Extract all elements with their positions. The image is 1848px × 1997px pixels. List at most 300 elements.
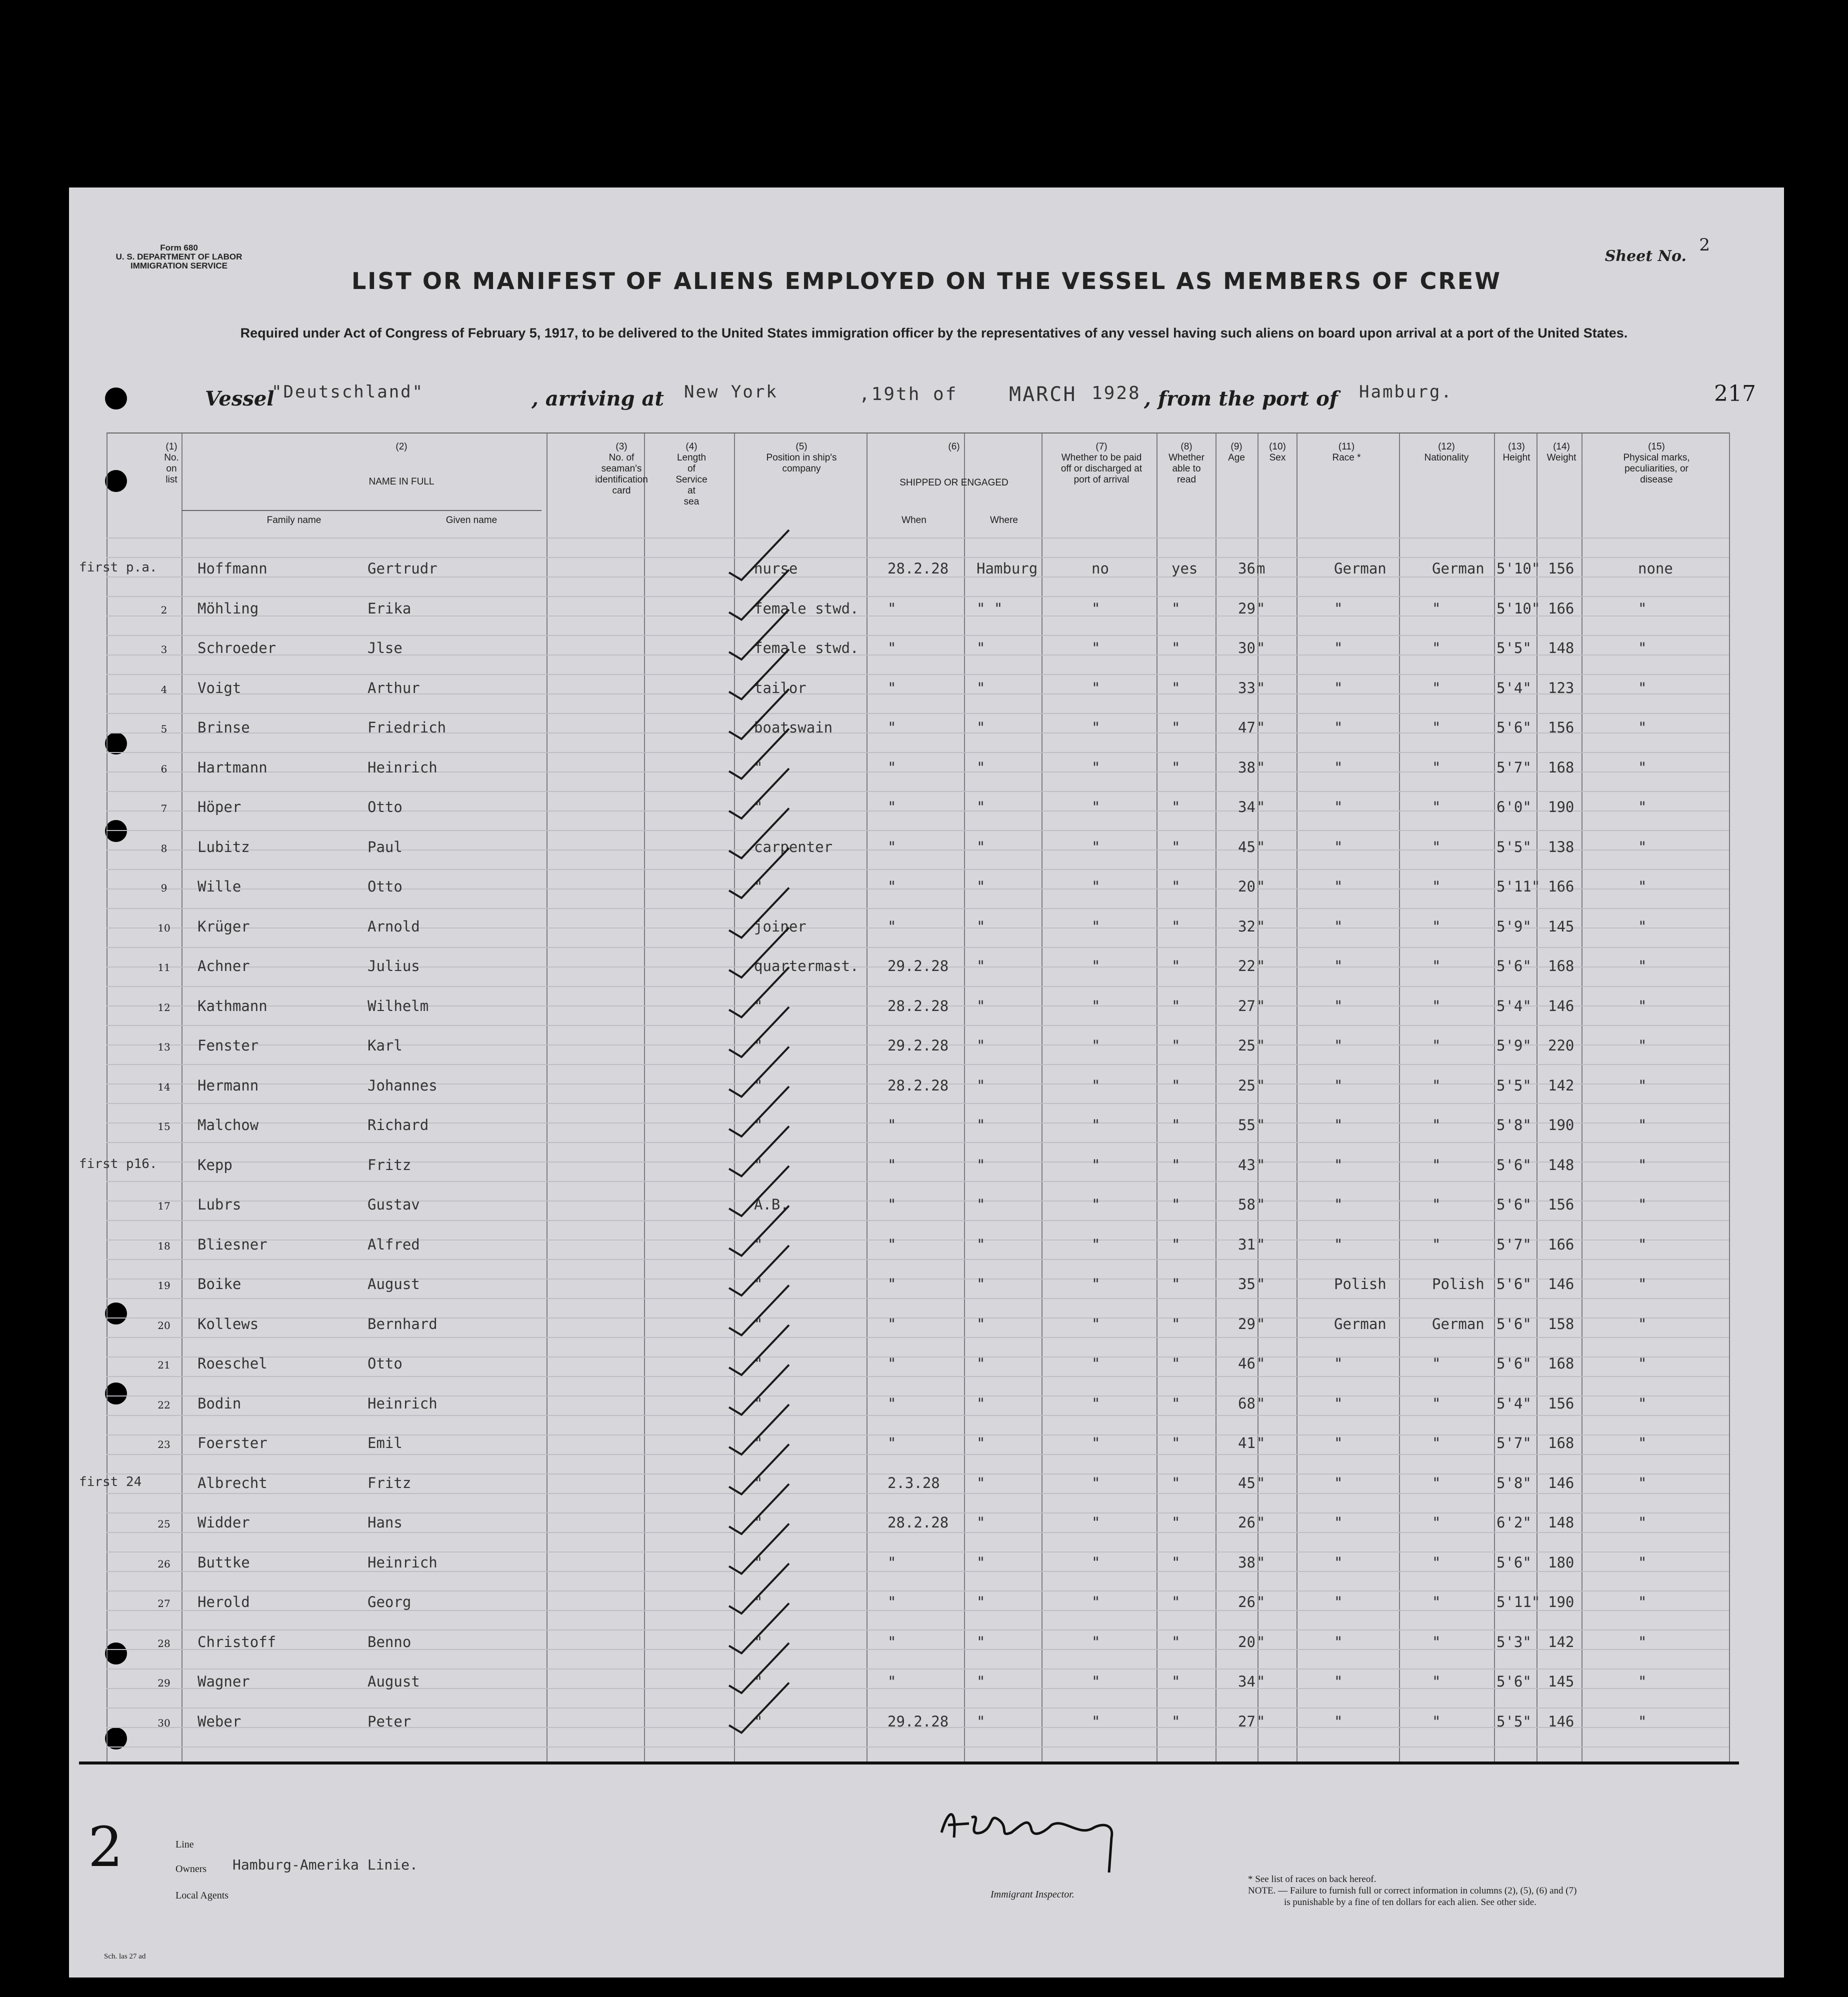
cell-race: " — [1334, 1514, 1343, 1531]
cell-where: " — [976, 1276, 986, 1292]
cell-age: 35 — [1238, 1276, 1256, 1292]
cell-weight: 146 — [1548, 1712, 1574, 1730]
cell-race: German — [1334, 560, 1386, 577]
cell-family: Möhling — [198, 600, 259, 617]
cell-position: A.B. — [754, 1196, 789, 1213]
cell-where: " — [976, 1673, 986, 1690]
cell-age: 27 — [1238, 997, 1256, 1014]
cell-sex: " — [1256, 1712, 1266, 1730]
cell-marks: " — [1638, 1474, 1647, 1492]
cell-given: Peter — [368, 1712, 412, 1730]
cell-height: 5'6" — [1496, 1315, 1532, 1332]
cell-height: 6'2" — [1496, 1514, 1532, 1531]
cell-sex: " — [1256, 1474, 1266, 1492]
cell-race: " — [1334, 1633, 1343, 1650]
cell-when: 29.2.28 — [888, 1712, 949, 1730]
cell-marks: " — [1638, 1712, 1647, 1730]
col-header-paid-off: (7) Whether to be paid off or discharged at port of arrival — [1060, 442, 1142, 485]
cell-paid: " — [1092, 1594, 1100, 1610]
cell-age: 26 — [1238, 1514, 1256, 1531]
cell-height: 5'9" — [1496, 1037, 1532, 1054]
cell-where: " — [976, 1594, 986, 1610]
cell-weight: 168 — [1548, 758, 1574, 776]
cell-weight: 146 — [1548, 1276, 1574, 1292]
cell-nat: German — [1432, 560, 1484, 577]
cell-weight: 180 — [1548, 1554, 1574, 1571]
cell-when: " — [888, 600, 896, 617]
cell-family: Herold — [198, 1594, 250, 1610]
cell-position: " — [754, 1236, 763, 1253]
cell-when: " — [888, 1594, 896, 1610]
cell-weight: 142 — [1548, 1076, 1574, 1094]
cell-sex: " — [1256, 918, 1266, 935]
col-header-read: (8) Whether able to read — [1168, 442, 1204, 485]
cell-race: " — [1334, 1116, 1343, 1134]
cell-sex: " — [1256, 1315, 1266, 1332]
cell-nat: " — [1432, 1673, 1441, 1690]
cell-weight: 148 — [1548, 1514, 1574, 1531]
cell-paid: " — [1092, 958, 1100, 974]
cell-marks: " — [1638, 997, 1647, 1014]
cell-read: " — [1172, 1236, 1180, 1253]
cell-when: " — [888, 1236, 896, 1253]
cell-family: Achner — [198, 958, 250, 974]
cell-where: " — [976, 1633, 986, 1650]
cell-given: Bernhard — [368, 1315, 438, 1332]
cell-race: " — [1334, 838, 1343, 856]
cell-position: " — [754, 1554, 763, 1571]
cell-age: 22 — [1238, 958, 1256, 974]
cell-nat: " — [1432, 838, 1441, 856]
cell-nat: " — [1432, 997, 1441, 1014]
cell-weight: 145 — [1548, 1673, 1574, 1690]
cell-when: 28.2.28 — [888, 1514, 949, 1531]
cell-where: " — [976, 1514, 986, 1531]
cell-paid: " — [1092, 1276, 1100, 1292]
cell-where: " — [976, 798, 986, 816]
cell-when: " — [888, 1633, 896, 1650]
cell-age: 45 — [1238, 1474, 1256, 1492]
cell-given: Heinrich — [368, 1394, 438, 1412]
cell-read: " — [1172, 1037, 1180, 1054]
cell-nat: " — [1432, 1116, 1441, 1134]
cell-height: 5'6" — [1496, 719, 1532, 736]
cell-where: " — [976, 1076, 986, 1094]
cell-weight: 220 — [1548, 1037, 1574, 1054]
cell-paid: " — [1092, 1315, 1100, 1332]
col-header-position: (5) Position in ship's company — [766, 442, 837, 474]
cell-height: 5'6" — [1496, 1673, 1532, 1690]
cell-paid: " — [1092, 1236, 1100, 1253]
cell-age: 38 — [1238, 1554, 1256, 1571]
cell-marks: " — [1638, 1037, 1647, 1054]
cell-when: 2.3.28 — [888, 1474, 940, 1492]
cell-weight: 190 — [1548, 798, 1574, 816]
cell-paid: " — [1092, 600, 1100, 617]
cell-race: " — [1334, 1156, 1343, 1174]
cell-race: " — [1334, 1236, 1343, 1253]
cell-marks: " — [1638, 1673, 1647, 1690]
cell-sex: " — [1256, 1355, 1266, 1372]
cell-no: 3 — [160, 644, 168, 656]
cell-when: " — [888, 719, 896, 736]
cell-age: 27 — [1238, 1712, 1256, 1730]
cell-given: Hans — [368, 1514, 402, 1531]
cell-height: 5'4" — [1496, 679, 1532, 696]
cell-where: " — [976, 719, 986, 736]
cell-weight: 168 — [1548, 1355, 1574, 1372]
cell-weight: 138 — [1548, 838, 1574, 856]
col-header-service: (4) Length of Service at sea — [676, 442, 708, 507]
col-header-age: (9) Age — [1228, 442, 1245, 463]
col-header-race: (11) Race * — [1332, 442, 1361, 463]
cell-height: 5'6" — [1496, 1196, 1532, 1213]
cell-weight: 156 — [1548, 1394, 1574, 1412]
cell-where: Hamburg — [976, 560, 1038, 577]
cell-age: 31 — [1238, 1236, 1256, 1253]
cell-read: " — [1172, 758, 1180, 776]
cell-where: " — [976, 679, 986, 696]
cell-nat: " — [1432, 918, 1441, 935]
cell-when: " — [888, 1355, 896, 1372]
cell-paid: " — [1092, 997, 1100, 1014]
cell-position: " — [754, 1594, 763, 1610]
cell-paid: " — [1092, 1196, 1100, 1213]
cell-family: Lubitz — [198, 838, 250, 856]
cell-nat: " — [1432, 640, 1441, 656]
cell-age: 34 — [1238, 1673, 1256, 1690]
cell-read: " — [1172, 1673, 1180, 1690]
cell-position: " — [754, 1514, 763, 1531]
cell-given: Paul — [368, 838, 402, 856]
cell-race: " — [1334, 878, 1343, 895]
cell-paid: " — [1092, 1514, 1100, 1531]
cell-paid: " — [1092, 1037, 1100, 1054]
cell-age: 41 — [1238, 1434, 1256, 1452]
cell-family: Albrecht — [198, 1474, 268, 1492]
cell-weight: 146 — [1548, 997, 1574, 1014]
cell-nat: " — [1432, 1633, 1441, 1650]
cell-age: 29 — [1238, 1315, 1256, 1332]
cell-height: 5'10" — [1496, 600, 1540, 617]
cell-nat: " — [1432, 1514, 1441, 1531]
cell-when: " — [888, 1196, 896, 1213]
cell-nat: " — [1432, 1434, 1441, 1452]
cell-sex: " — [1256, 878, 1266, 895]
cell-nat: " — [1432, 1236, 1441, 1253]
cell-where: " — [976, 1196, 986, 1213]
cell-given: Jlse — [368, 640, 402, 656]
cell-height: 5'4" — [1496, 1394, 1532, 1412]
cell-position: nurse — [754, 560, 798, 577]
cell-sex: " — [1256, 1236, 1266, 1253]
cell-where: " — [976, 918, 986, 935]
cell-when: 28.2.28 — [888, 560, 949, 577]
cell-nat: " — [1432, 1554, 1441, 1571]
cell-height: 5'6" — [1496, 1276, 1532, 1292]
cell-family: Hermann — [198, 1076, 259, 1094]
cell-read: " — [1172, 838, 1180, 856]
cell-position: " — [754, 1116, 763, 1134]
cell-nat: " — [1432, 600, 1441, 617]
cell-given: Heinrich — [368, 1554, 438, 1571]
cell-height: 5'6" — [1496, 1355, 1532, 1372]
cell-read: " — [1172, 1554, 1180, 1571]
cell-nat: " — [1432, 758, 1441, 776]
arriving-port: New York — [684, 382, 778, 402]
cell-paid: " — [1092, 1712, 1100, 1730]
col-header-weight: (14) Weight — [1546, 442, 1576, 463]
footnote-fine: is punishable by a fine of ten dollars for each alien. See other side. — [1284, 1897, 1536, 1908]
cell-height: 5'3" — [1496, 1633, 1532, 1650]
cell-read: " — [1172, 1276, 1180, 1292]
cell-marks: " — [1638, 1355, 1647, 1372]
cell-paid: " — [1092, 1673, 1100, 1690]
cell-weight: 166 — [1548, 878, 1574, 895]
cell-position: " — [754, 1394, 763, 1412]
cell-position: boatswain — [754, 719, 833, 736]
cell-marks: " — [1638, 1514, 1647, 1531]
cell-marks: " — [1638, 758, 1647, 776]
from-label: , from the port of — [1144, 387, 1338, 410]
cell-race: " — [1334, 719, 1343, 736]
cell-age: 55 — [1238, 1116, 1256, 1134]
cell-when: 28.2.28 — [888, 1076, 949, 1094]
cell-family: Brinse — [198, 719, 250, 736]
inspector-label: Immigrant Inspector. — [990, 1889, 1074, 1900]
cell-family: Malchow — [198, 1116, 259, 1134]
cell-nat: " — [1432, 1156, 1441, 1174]
cell-paid: " — [1092, 640, 1100, 656]
cell-when: " — [888, 1434, 896, 1452]
cell-marks: " — [1638, 1196, 1647, 1213]
col-header-name-num: (2) — [396, 442, 408, 452]
cell-given: Otto — [368, 1355, 402, 1372]
cell-sex: " — [1256, 958, 1266, 974]
cell-no: 9 — [160, 882, 168, 894]
vessel-label: Vessel — [205, 387, 274, 410]
cell-family: Widder — [198, 1514, 250, 1531]
cell-position: joiner — [754, 918, 806, 935]
cell-weight: 123 — [1548, 679, 1574, 696]
cell-marks: " — [1638, 958, 1647, 974]
cell-race: " — [1334, 600, 1343, 617]
cell-race: " — [1334, 1673, 1343, 1690]
cell-paid: " — [1092, 1633, 1100, 1650]
cell-no: first 24 — [79, 1474, 142, 1490]
cell-given: Gertrudr — [368, 560, 438, 577]
cell-family: Weber — [198, 1712, 242, 1730]
cell-no: 23 — [158, 1438, 170, 1450]
cell-weight: 190 — [1548, 1116, 1574, 1134]
cell-family: Schroeder — [198, 640, 276, 656]
cell-no: 22 — [158, 1398, 170, 1411]
col-header-family: Family name — [266, 515, 322, 526]
cell-nat: " — [1432, 878, 1441, 895]
cell-marks: " — [1638, 1315, 1647, 1332]
cell-given: Julius — [368, 958, 420, 974]
cell-no: 19 — [158, 1280, 170, 1292]
cell-family: Krüger — [198, 918, 250, 935]
cell-nat: " — [1432, 1474, 1441, 1492]
cell-age: 36 — [1238, 560, 1256, 577]
cell-family: Fenster — [198, 1037, 259, 1054]
cell-age: 46 — [1238, 1355, 1256, 1372]
cell-no: 27 — [158, 1598, 170, 1610]
cell-nat: " — [1432, 719, 1441, 736]
cell-marks: " — [1638, 1633, 1647, 1650]
cell-nat: " — [1432, 679, 1441, 696]
cell-height: 6'0" — [1496, 798, 1532, 816]
cell-given: Alfred — [368, 1236, 420, 1253]
cell-when: " — [888, 878, 896, 895]
cell-position: " — [754, 1276, 763, 1292]
cell-age: 45 — [1238, 838, 1256, 856]
cell-family: Bodin — [198, 1394, 242, 1412]
cell-nat: German — [1432, 1315, 1484, 1332]
cell-when: 28.2.28 — [888, 997, 949, 1014]
cell-sex: " — [1256, 1394, 1266, 1412]
cell-position: " — [754, 1474, 763, 1492]
cell-sex: " — [1256, 1554, 1266, 1571]
arrival-month: MARCH — [1009, 383, 1077, 406]
cell-position: quartermast. — [754, 958, 859, 974]
cell-when: " — [888, 758, 896, 776]
cell-family: Boike — [198, 1276, 242, 1292]
cell-given: Emil — [368, 1434, 402, 1452]
col-header-marks: (15) Physical marks, peculiarities, or disease — [1623, 442, 1690, 485]
cell-position: " — [754, 1673, 763, 1690]
cell-read: yes — [1172, 560, 1198, 577]
cell-no: 18 — [158, 1240, 170, 1252]
cell-when: " — [888, 1116, 896, 1134]
cell-race: " — [1334, 958, 1343, 974]
page-subtitle: Required under Act of Congress of February 5, 1917, to be delivered to the United States immigration officer by the representatives of any vessel having such aliens on board upon arrival at a port of the United States. — [240, 326, 1628, 340]
cell-age: 43 — [1238, 1156, 1256, 1174]
schedule-code: Sch. las 27 ad — [104, 1952, 146, 1960]
cell-marks: " — [1638, 1276, 1647, 1292]
cell-race: " — [1334, 997, 1343, 1014]
col-header-sex: (10) Sex — [1269, 442, 1286, 463]
cell-marks: " — [1638, 600, 1647, 617]
cell-family: Voigt — [198, 679, 242, 696]
cell-when: " — [888, 1276, 896, 1292]
col-header-where: Where — [990, 515, 1018, 526]
cell-when: " — [888, 1673, 896, 1690]
cell-position: tailor — [754, 679, 806, 696]
cell-no: 15 — [158, 1120, 170, 1132]
cell-sex: " — [1256, 1594, 1266, 1610]
cell-weight: 156 — [1548, 1196, 1574, 1213]
cell-nat: " — [1432, 958, 1441, 974]
cell-paid: " — [1092, 878, 1100, 895]
cell-given: Friedrich — [368, 719, 446, 736]
cell-weight: 158 — [1548, 1315, 1574, 1332]
footnote-races: * See list of races on back hereof. — [1248, 1874, 1376, 1884]
cell-read: " — [1172, 600, 1180, 617]
cell-paid: " — [1092, 1156, 1100, 1174]
col-header-height: (13) Height — [1502, 442, 1530, 463]
cell-where: " — [976, 997, 986, 1014]
cell-family: Wille — [198, 878, 242, 895]
cell-nat: " — [1432, 1196, 1441, 1213]
cell-read: " — [1172, 719, 1180, 736]
cell-paid: " — [1092, 1076, 1100, 1094]
cell-where: " — [976, 1315, 986, 1332]
cell-sex: " — [1256, 838, 1266, 856]
cell-given: Gustav — [368, 1196, 420, 1213]
cell-sex: " — [1256, 1633, 1266, 1650]
cell-age: 32 — [1238, 918, 1256, 935]
cell-position: " — [754, 1156, 763, 1174]
cell-marks: " — [1638, 798, 1647, 816]
cell-sex: " — [1256, 1276, 1266, 1292]
cell-read: " — [1172, 640, 1180, 656]
cell-nat: " — [1432, 1594, 1441, 1610]
cell-when: " — [888, 679, 896, 696]
cell-given: Arthur — [368, 679, 420, 696]
cell-family: Kepp — [198, 1156, 232, 1174]
cell-no: 6 — [160, 762, 168, 775]
cell-read: " — [1172, 1434, 1180, 1452]
cell-no: 5 — [160, 723, 168, 735]
cell-height: 5'6" — [1496, 1554, 1532, 1571]
arriving-label: , arriving at — [532, 387, 664, 410]
cell-height: 5'6" — [1496, 958, 1532, 974]
cell-no: first p.a. — [79, 560, 158, 575]
cell-height: 5'10" — [1496, 560, 1540, 577]
cell-where: " — [976, 1236, 986, 1253]
owners-value: Hamburg-Amerika Linie. — [232, 1856, 418, 1873]
cell-paid: " — [1092, 679, 1100, 696]
local-agents-label: Local Agents — [176, 1890, 229, 1901]
cell-height: 5'9" — [1496, 918, 1532, 935]
page-mark: 2 — [88, 1815, 123, 1879]
cell-when: " — [888, 1554, 896, 1571]
cell-when: " — [888, 918, 896, 935]
cell-read: " — [1172, 878, 1180, 895]
cell-when: 29.2.28 — [888, 1037, 949, 1054]
cell-family: Hoffmann — [198, 560, 268, 577]
cell-family: Foerster — [198, 1434, 268, 1452]
cell-no: 25 — [158, 1518, 170, 1530]
vessel-name: "Deutschland" — [272, 382, 424, 402]
cell-position: " — [754, 1434, 763, 1452]
cell-age: 68 — [1238, 1394, 1256, 1412]
cell-read: " — [1172, 997, 1180, 1014]
cell-age: 26 — [1238, 1594, 1256, 1610]
cell-position: carpenter — [754, 838, 833, 856]
cell-given: Johannes — [368, 1076, 438, 1094]
cell-sex: " — [1256, 1116, 1266, 1134]
cell-where: " — [976, 640, 986, 656]
cell-height: 5'6" — [1496, 1156, 1532, 1174]
cell-age: 33 — [1238, 679, 1256, 696]
arrival-day: ,19th of — [859, 384, 958, 404]
cell-race: " — [1334, 1394, 1343, 1412]
cell-race: Polish — [1334, 1276, 1386, 1292]
cell-marks: " — [1638, 1434, 1647, 1452]
cell-given: Arnold — [368, 918, 420, 935]
cell-race: " — [1334, 798, 1343, 816]
cell-paid: " — [1092, 798, 1100, 816]
cell-position: " — [754, 798, 763, 816]
cell-when: " — [888, 640, 896, 656]
cell-position: " — [754, 1633, 763, 1650]
cell-where: " — [976, 1554, 986, 1571]
cell-position: " — [754, 997, 763, 1014]
cell-nat: " — [1432, 1076, 1441, 1094]
